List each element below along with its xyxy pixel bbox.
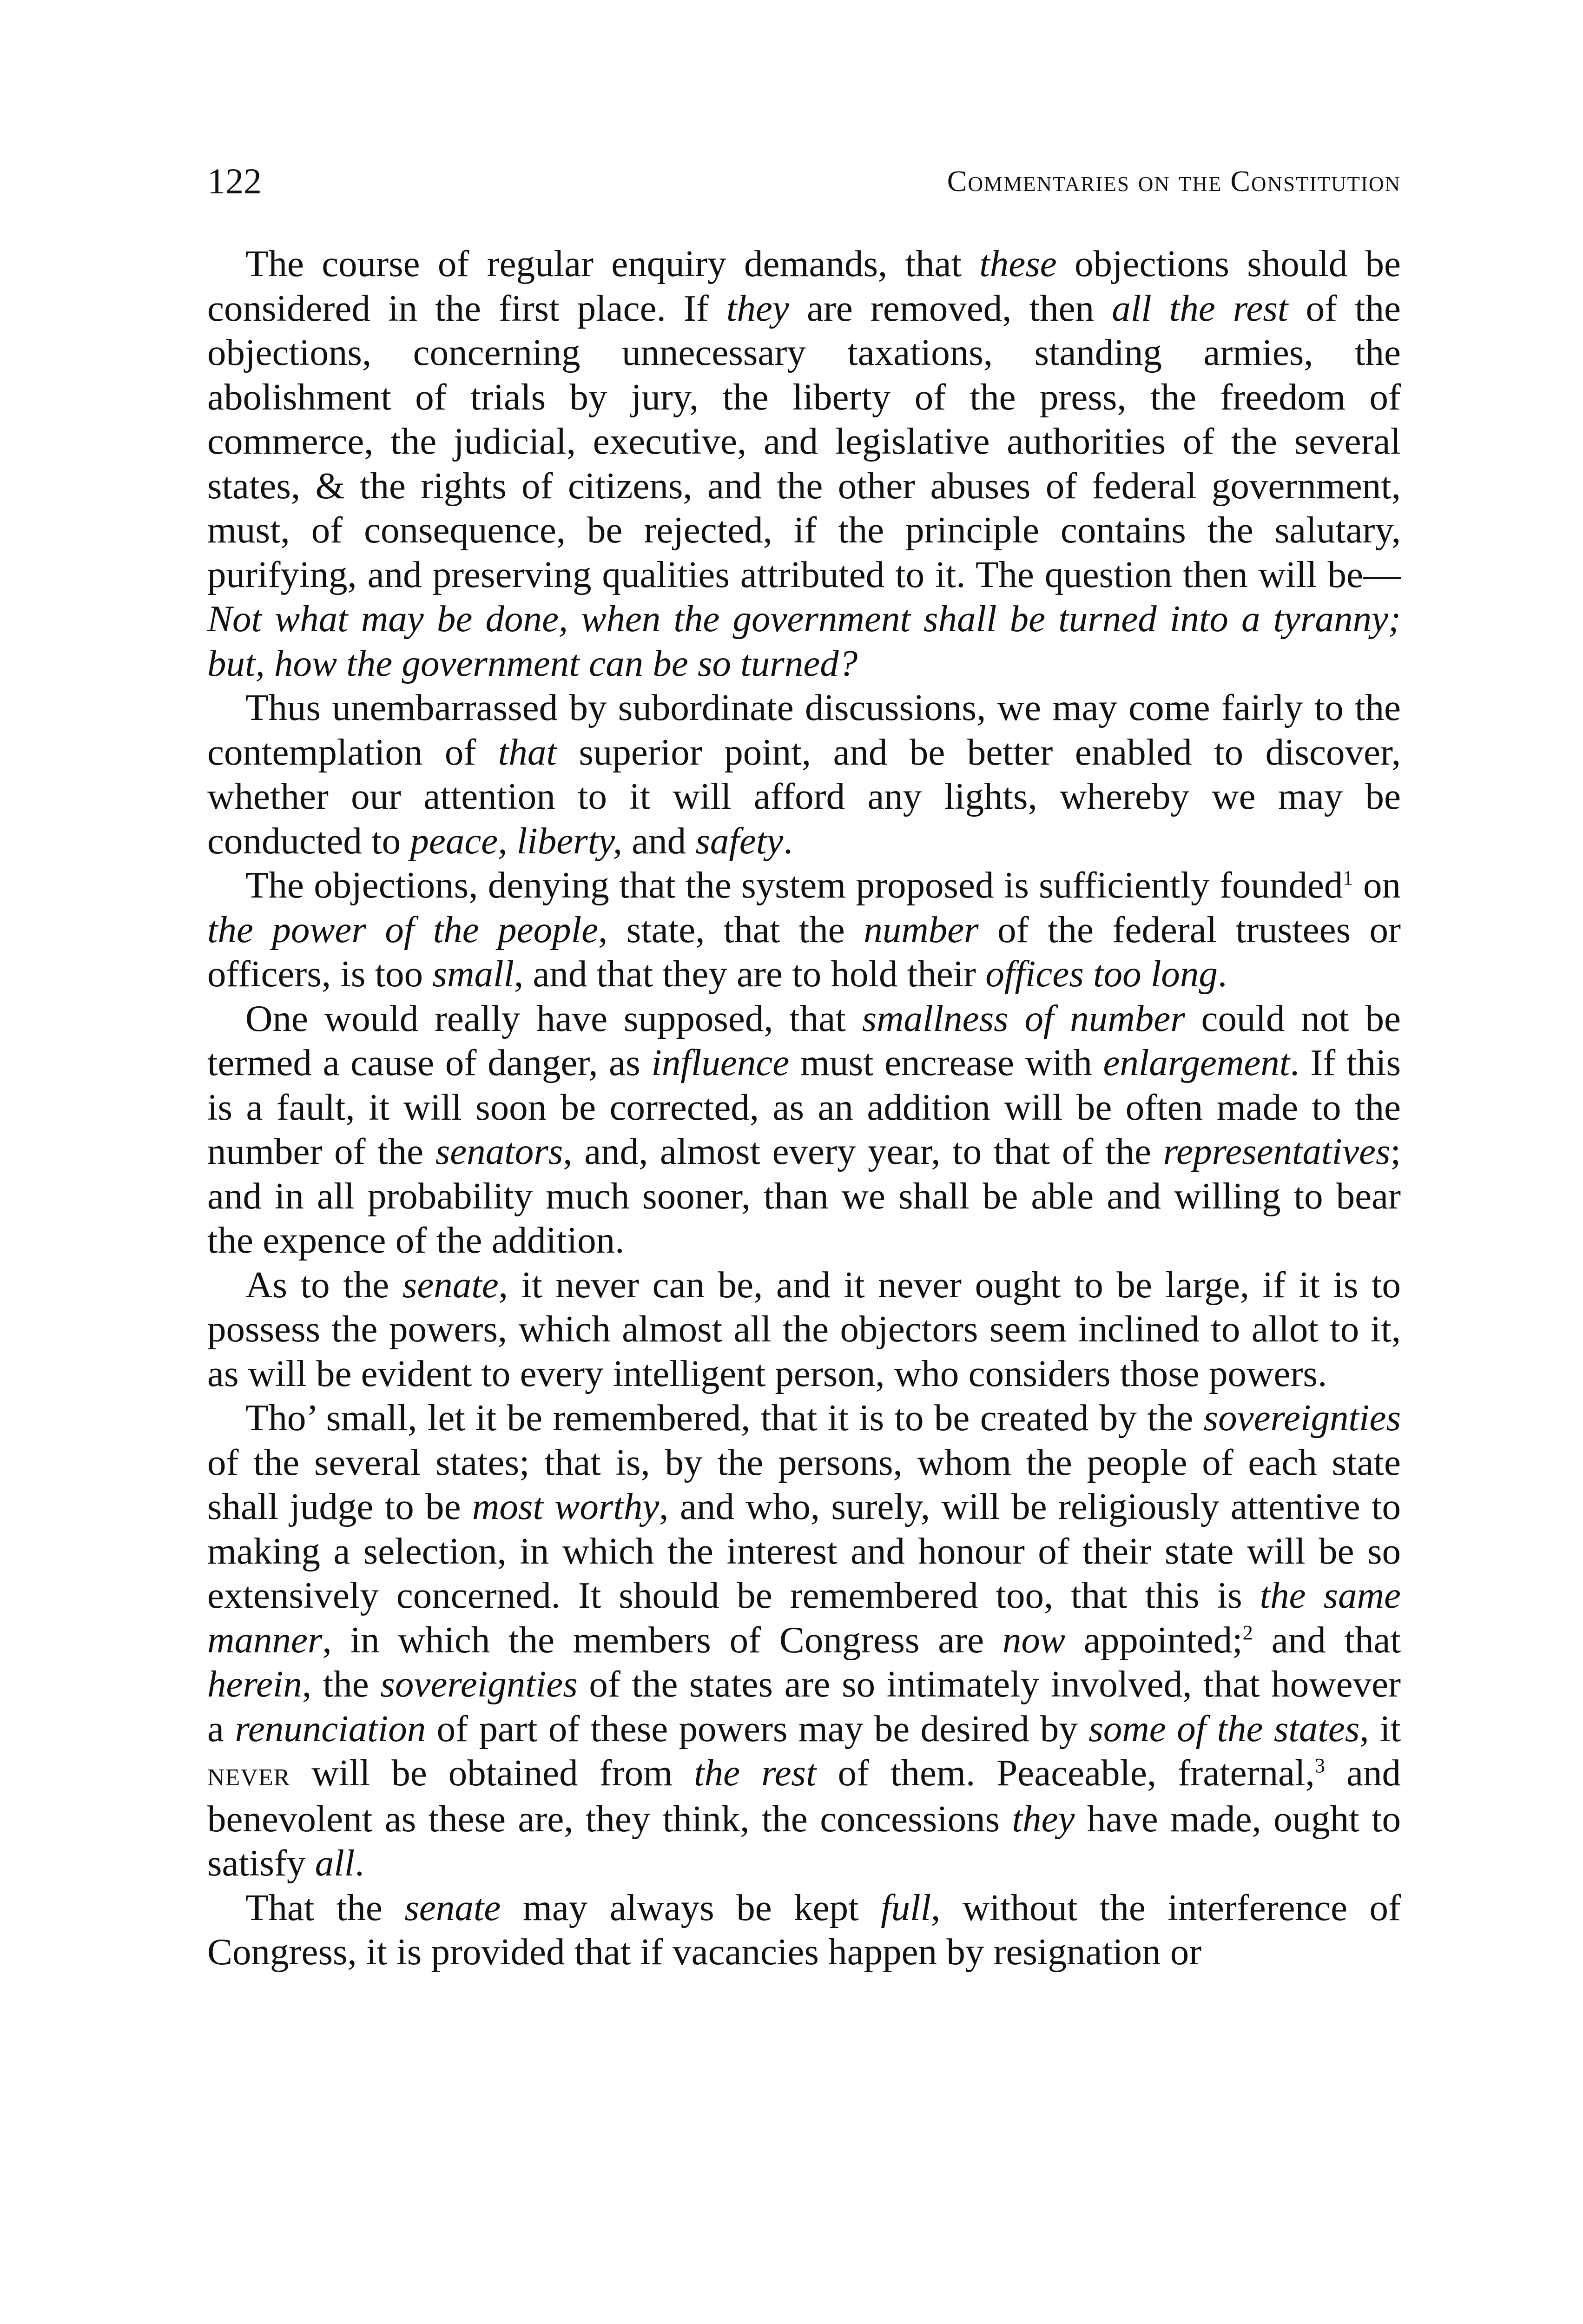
italic-run: most worthy (472, 1486, 660, 1527)
italic-run: that (498, 731, 557, 773)
footnote-marker: 1 (1343, 866, 1353, 889)
italic-run: Not what may be done, when the government shall be turned into a tyranny; but, how the government can be so turned? (207, 598, 1401, 684)
italic-run: renunciation (235, 1707, 426, 1750)
italic-run: all (315, 1842, 355, 1884)
italic-run: enlargement (1103, 1042, 1290, 1083)
italic-run: these (979, 243, 1057, 284)
italic-run: the same manner (207, 1574, 1401, 1661)
italic-run: all the rest (1112, 287, 1288, 329)
paragraph: Tho’ small, let it be remembered, that it is to be created by the sovereignties of the several states; that is, by the persons, whom the people of each state shall judge to be most worthy, and who, surely, will be religiously attentive to making a selection, in which the interest and honour of their state will be so extensively concerned. It should be remembered too, that this is the same manner, in which the members of Congress are now appointed;$^2$ and that herein, the sovereignties of the states are so intimately involved, that however a renunciation of part of these powers may be desired by some of the states, it never will be obtained from the rest of them. Peaceable, fraternal,$^3$ and benevolent as these are, they think, the concessions they have made, ought to satisfy all. (207, 1397, 1401, 1884)
paragraph: The objections, denying that the system proposed is sufficiently founded$^1$ on the power of the people, state, that the number of the federal trustees or officers, is too small, and that they are to hold their offices too long. (207, 864, 1401, 995)
italic-run: senate (402, 1263, 499, 1306)
italic-run: senators (435, 1130, 563, 1172)
italic-run: small (432, 953, 514, 995)
paragraph: That the senate may always be kept full, without the interference of Congress, it is provided that if vacancies happen by resignation or (207, 1886, 1401, 1973)
italic-run: some of the states (1088, 1707, 1360, 1750)
italic-run: they (726, 287, 789, 329)
italic-run: full (881, 1886, 931, 1928)
italic-run: herein (207, 1663, 302, 1705)
italic-run: influence (651, 1042, 790, 1083)
italic-run: sovereignties (380, 1663, 578, 1705)
body-text (207, 242, 1401, 1974)
italic-run: smallness of number (862, 997, 1185, 1039)
italic-run: the rest (694, 1752, 817, 1794)
italic-run: now (1002, 1618, 1065, 1661)
paragraph: The course of regular enquiry demands, that these objections should be considered in the first place. If they are removed, then all the rest of the objections, concerning unnecessary taxations, standing armies, the abolishment of trials by jury, the liberty of the press, the freedom of commerce, the judicial, executive, and legislative authorities of the several states, & the rights of citizens, and the other abuses of federal government, must, of consequence, be rejected, if the principle contains the salutary, purifying, and preserving qualities attributed to it. The question then will be—Not what may be done, when the government shall be turned into a tyranny; but, how the government can be so turned? (207, 243, 1401, 684)
footnote-marker: 3 (1314, 1754, 1326, 1777)
italic-run: safety (695, 819, 784, 862)
paragraph: Thus unembarrassed by subordinate discussions, we may come fairly to the contemplation of that superior point, and be better enabled to discover, whether our attention to it will afford any lights, whereby we may be conducted to peace, liberty, and safety. (207, 687, 1401, 862)
italic-run: sovereignties (1203, 1397, 1401, 1439)
paragraph: As to the senate, it never can be, and it never ought to be large, if it is to possess the powers, which almost all the objectors seem inclined to allot to it, as will be evident to every intelligent person, who considers those powers. (207, 1263, 1401, 1394)
running-title: Commentaries on the Constitution (947, 165, 1401, 198)
page-number: 122 (207, 161, 262, 201)
italic-run: the power of the people (207, 908, 599, 951)
small-caps-run: never (207, 1755, 290, 1793)
italic-run: they (1012, 1797, 1075, 1840)
footnote-marker: 2 (1242, 1620, 1253, 1644)
italic-run: representatives (1163, 1130, 1391, 1172)
running-head (207, 158, 1401, 205)
paragraph: One would really have supposed, that smallness of number could not be termed a cause of danger, as influence must encrease with enlargement. If this is a fault, it will soon be corrected, as an addition will be often made to the number of the senators, and, almost every year, to that of the representatives; and in all probability much sooner, than we shall be able and willing to bear the expence of the addition. (207, 997, 1401, 1261)
italic-run: senate (404, 1886, 501, 1928)
italic-run: offices too long (985, 953, 1218, 995)
italic-run: peace, liberty, (410, 819, 622, 862)
italic-run: number (864, 908, 979, 951)
